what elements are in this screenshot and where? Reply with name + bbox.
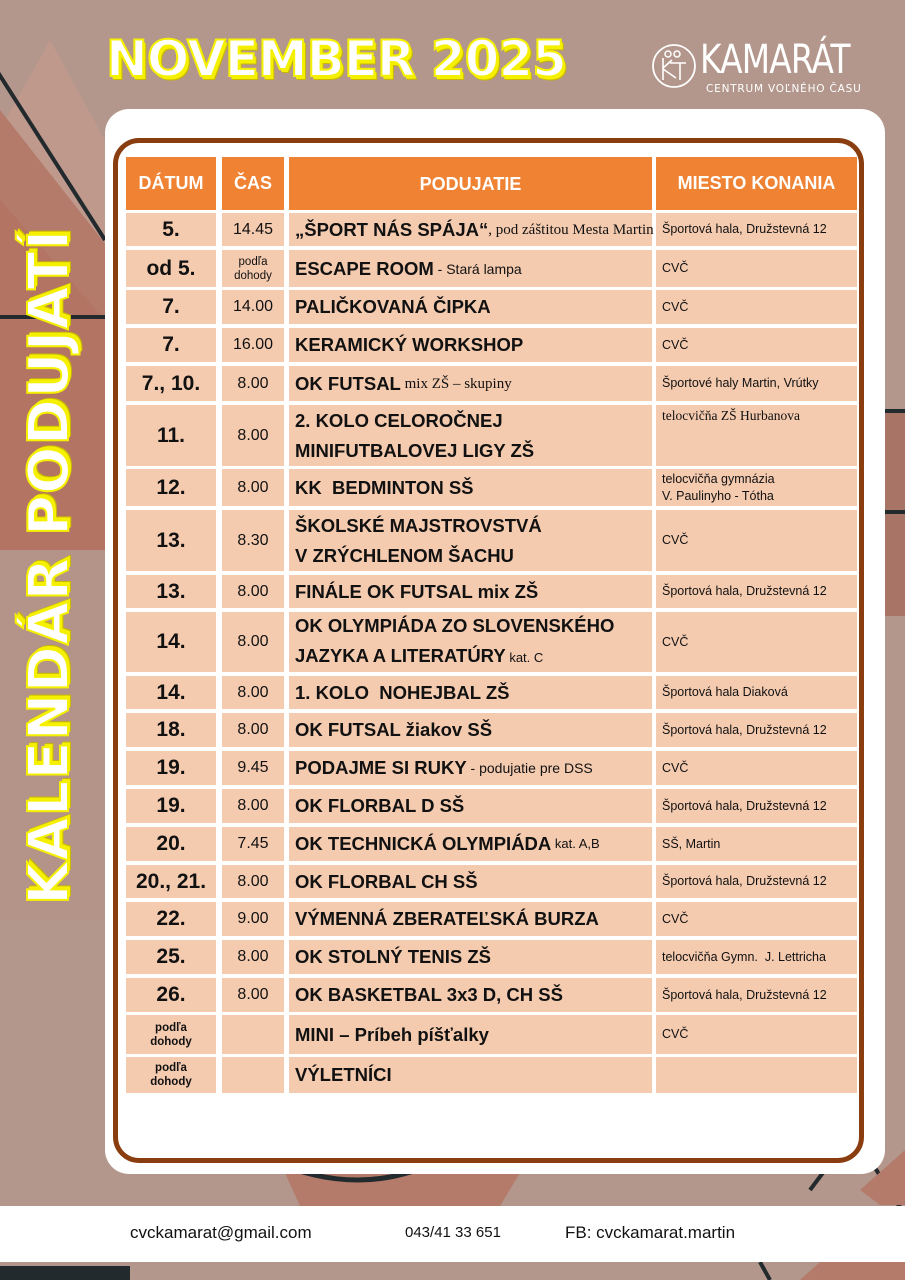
time-cell: 8.00 — [222, 366, 284, 401]
logo-subtitle: CENTRUM VOĽNÉHO ČASU — [706, 83, 862, 95]
time-cell: 14.45 — [222, 213, 284, 246]
event-line: 2. KOLO CELOROČNEJ — [295, 409, 503, 431]
table-row — [126, 290, 857, 324]
place-cell: Športová hala, Družstevná 12 — [656, 865, 857, 898]
place-cell: Športová hala, Družstevná 12 — [656, 575, 857, 608]
footer-phone[interactable]: 043/41 33 651 — [405, 1224, 501, 1241]
event-cell: OK FLORBAL CH SŠ — [289, 865, 652, 898]
table-header — [126, 157, 857, 210]
time-cell: 8.00 — [222, 612, 284, 672]
page-title: NOVEMBER 2025 — [106, 30, 566, 88]
table-row — [126, 612, 857, 672]
date-cell: 18. — [126, 713, 216, 747]
event-cell: PALIČKOVANÁ ČIPKA — [289, 290, 652, 324]
event-cell — [289, 827, 652, 861]
date-cell: od 5. — [126, 250, 216, 287]
time-line: podľa — [238, 255, 268, 268]
time-cell: 14.00 — [222, 290, 284, 324]
place-cell: Športová hala, Družstevná 12 — [656, 213, 857, 246]
time-cell: 8.00 — [222, 789, 284, 823]
event-cell — [289, 751, 652, 785]
date-cell: 26. — [126, 978, 216, 1012]
event-cell: KK BEDMINTON SŠ — [289, 469, 652, 506]
table-row — [126, 1015, 857, 1054]
event-cell: VÝLETNÍCI — [289, 1057, 652, 1093]
event-note: mix ZŠ – skupiny — [400, 375, 512, 392]
date-line: podľa — [155, 1021, 187, 1034]
date-cell: 20., 21. — [126, 865, 216, 898]
table-row — [126, 940, 857, 974]
table-row — [126, 469, 857, 506]
event-cell: OK STOLNÝ TENIS ZŠ — [289, 940, 652, 974]
table-row — [126, 510, 857, 571]
place-cell: Športová hala, Družstevná 12 — [656, 713, 857, 747]
event-title: ESCAPE ROOM — [295, 257, 434, 279]
date-cell: 7., 10. — [126, 366, 216, 401]
date-cell: 7. — [126, 290, 216, 324]
time-cell: 8.00 — [222, 405, 284, 466]
place-cell: CVČ — [656, 1015, 857, 1054]
table-row — [126, 1057, 857, 1093]
table-row — [126, 250, 857, 287]
event-line: OK OLYMPIÁDA ZO SLOVENSKÉHO — [295, 615, 615, 636]
date-cell — [126, 1015, 216, 1054]
column-header-event: PODUJATIE — [289, 157, 652, 210]
vertical-title: KALENDÁR PODUJATÍ — [17, 228, 82, 905]
time-cell: 8.00 — [222, 469, 284, 506]
place-cell: CVČ — [656, 510, 857, 571]
table-row — [126, 827, 857, 861]
event-cell: MINI – Príbeh píšťalky — [289, 1015, 652, 1054]
date-cell: 14. — [126, 612, 216, 672]
time-cell: 8.00 — [222, 713, 284, 747]
event-title: OK FUTSAL — [295, 372, 401, 394]
place-cell: Športová hala Diaková — [656, 676, 857, 709]
place-cell — [656, 1057, 857, 1093]
column-header-place: MIESTO KONANIA — [656, 157, 857, 210]
time-cell: 8.00 — [222, 865, 284, 898]
time-cell: 8.00 — [222, 575, 284, 608]
table-row — [126, 328, 857, 362]
date-cell — [126, 1057, 216, 1093]
event-line: MINIFUTBALOVEJ LIGY ZŠ — [295, 439, 535, 461]
event-line-with-note — [295, 641, 543, 673]
table-row — [126, 789, 857, 823]
date-cell: 12. — [126, 469, 216, 506]
time-cell — [222, 1015, 284, 1054]
event-cell — [289, 405, 652, 466]
event-line: V ZRÝCHLENOM ŠACHU — [295, 544, 514, 566]
place-cell: telocvičňa ZŠ Hurbanova — [656, 405, 857, 466]
event-line: JAZYKA A LITERATÚRY — [295, 645, 506, 666]
date-cell: 19. — [126, 751, 216, 785]
table-row — [126, 978, 857, 1012]
date-cell: 7. — [126, 328, 216, 362]
date-cell: 11. — [126, 405, 216, 466]
time-cell: 8.30 — [222, 510, 284, 571]
place-cell — [656, 469, 857, 506]
place-cell: CVČ — [656, 751, 857, 785]
event-title: OK TECHNICKÁ OLYMPIÁDA — [295, 833, 552, 854]
table-row — [126, 902, 857, 936]
table-row — [126, 575, 857, 608]
time-cell: 8.00 — [222, 940, 284, 974]
time-cell — [222, 250, 284, 287]
event-note: - podujatie pre DSS — [466, 760, 593, 776]
place-line: telocvičňa gymnázia — [662, 471, 775, 486]
date-cell: 19. — [126, 789, 216, 823]
event-cell — [289, 612, 652, 672]
event-cell — [289, 366, 652, 401]
column-header-time: ČAS — [222, 157, 284, 210]
date-line: podľa — [155, 1062, 187, 1074]
place-line: V. Paulinyho - Tótha — [662, 488, 774, 503]
event-title: „ŠPORT NÁS SPÁJA“ — [295, 218, 489, 240]
table-row — [126, 405, 857, 466]
place-cell: Športové haly Martin, Vrútky — [656, 366, 857, 401]
event-cell: KERAMICKÝ WORKSHOP — [289, 328, 652, 362]
event-cell — [289, 250, 652, 287]
place-cell: CVČ — [656, 250, 857, 287]
event-cell: OK FUTSAL žiakov SŠ — [289, 713, 652, 747]
footer-facebook[interactable]: FB: cvckamarat.martin — [565, 1223, 736, 1242]
footer-email[interactable]: cvckamarat@gmail.com — [130, 1223, 312, 1242]
event-cell: OK FLORBAL D SŠ — [289, 789, 652, 823]
event-cell: OK BASKETBAL 3x3 D, CH SŠ — [289, 978, 652, 1012]
event-cell: VÝMENNÁ ZBERATEĽSKÁ BURZA — [289, 902, 652, 936]
logo-name: KAMARÁT — [700, 37, 850, 83]
date-cell: 20. — [126, 827, 216, 861]
time-cell: 9.00 — [222, 902, 284, 936]
table-row — [126, 366, 857, 401]
date-cell: 14. — [126, 676, 216, 709]
event-note: kat. A,B — [551, 836, 600, 851]
event-cell: 1. KOLO NOHEJBAL ZŠ — [289, 676, 652, 709]
table-row — [126, 713, 857, 747]
time-line: dohody — [234, 269, 272, 282]
table-row — [126, 213, 857, 246]
kamarat-logo-icon — [650, 42, 698, 90]
event-note: kat. C — [505, 650, 544, 665]
place-cell: CVČ — [656, 612, 857, 672]
time-cell: 8.00 — [222, 978, 284, 1012]
table-row — [126, 865, 857, 898]
date-cell: 13. — [126, 510, 216, 571]
event-cell — [289, 213, 652, 246]
place-cell: SŠ, Martin — [656, 827, 857, 861]
place-cell: Športová hala, Družstevná 12 — [656, 978, 857, 1012]
place-cell: Športová hala, Družstevná 12 — [656, 789, 857, 823]
date-cell: 5. — [126, 213, 216, 246]
event-cell: FINÁLE OK FUTSAL mix ZŠ — [289, 575, 652, 608]
time-cell: 16.00 — [222, 328, 284, 362]
place-cell: CVČ — [656, 328, 857, 362]
footer-contact-bar — [0, 1206, 905, 1262]
place-cell: CVČ — [656, 902, 857, 936]
date-line: dohody — [150, 1076, 192, 1088]
event-cell — [289, 510, 652, 571]
event-title: PODAJME SI RUKY — [295, 757, 467, 778]
time-cell: 9.45 — [222, 751, 284, 785]
time-cell — [222, 1057, 284, 1093]
place-cell: telocvičňa Gymn. J. Lettricha — [656, 940, 857, 974]
event-line: ŠKOLSKÉ MAJSTROVSTVÁ — [295, 514, 542, 536]
time-cell: 7.45 — [222, 827, 284, 861]
time-cell: 8.00 — [222, 676, 284, 709]
kamarat-logo — [650, 37, 890, 102]
place-cell: CVČ — [656, 290, 857, 324]
date-cell: 25. — [126, 940, 216, 974]
date-cell: 13. — [126, 575, 216, 608]
table-row — [126, 751, 857, 785]
date-cell: 22. — [126, 902, 216, 936]
table-row — [126, 676, 857, 709]
date-line: dohody — [150, 1035, 192, 1048]
event-note: , pod záštitou Mesta Martin — [488, 221, 654, 238]
event-note: - Stará lampa — [433, 260, 522, 277]
column-header-date: DÁTUM — [126, 157, 216, 210]
